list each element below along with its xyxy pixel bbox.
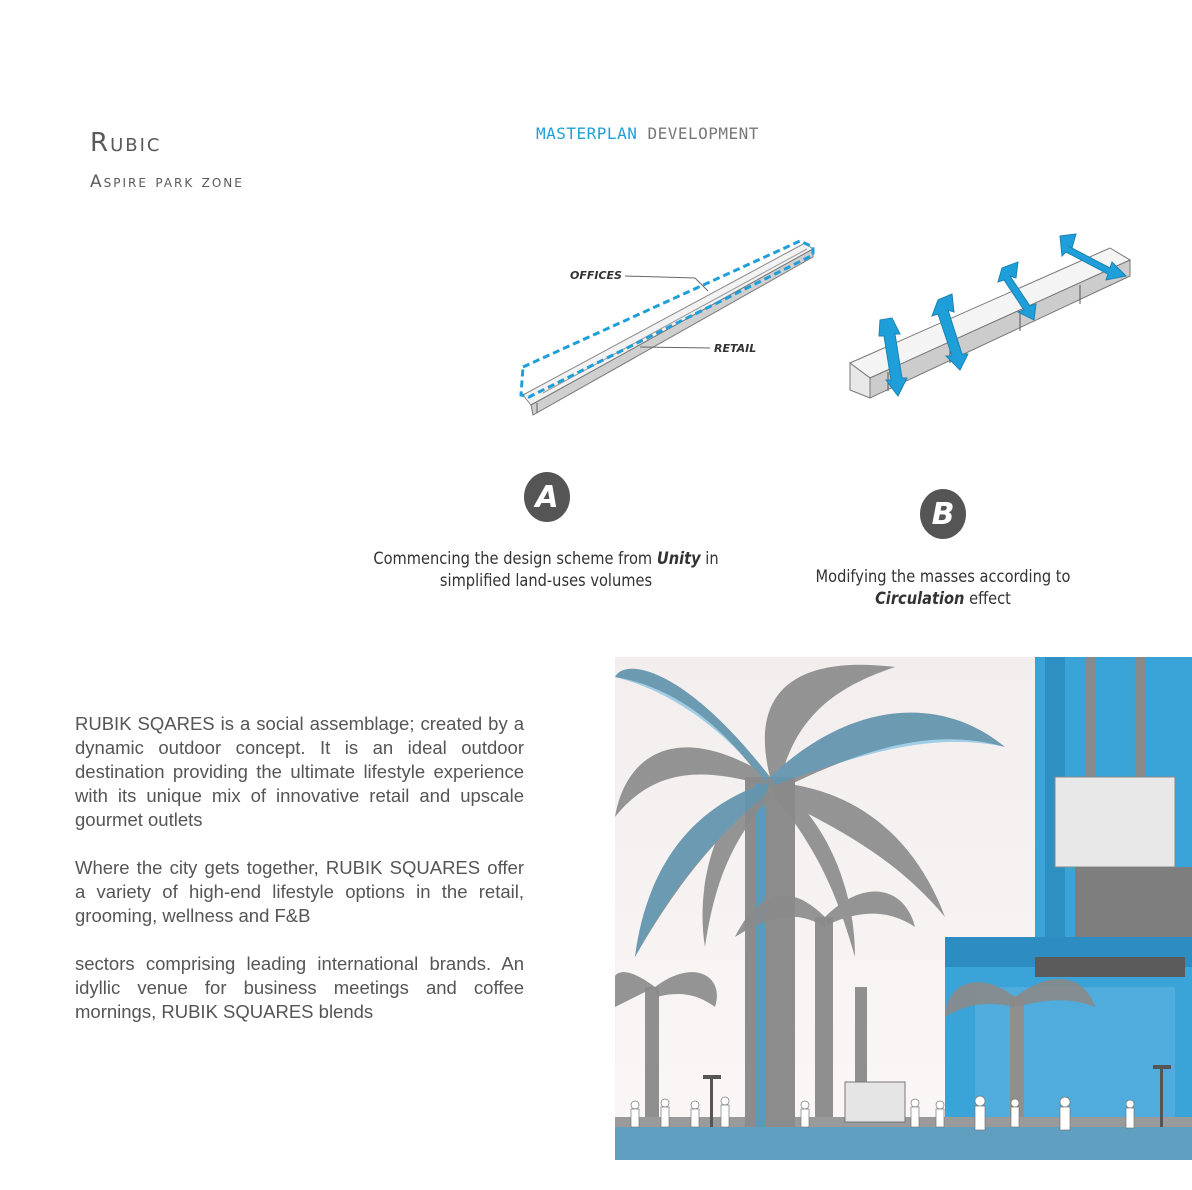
description-paragraph: Where the city gets together, RUBIK SQUARES offer a variety of high-end lifestyle options in the retail, grooming, wellness and F&B (75, 857, 524, 926)
label-offices: OFFICES (570, 269, 622, 282)
badge-a: A (524, 472, 570, 522)
label-retail: RETAIL (714, 342, 757, 355)
caption-a-post: in simplified land-uses volumes (439, 549, 719, 591)
perspective-render-image (615, 657, 1192, 1160)
description-paragraph: RUBIK SQARES is a social assemblage; created by a dynamic outdoor concept. It is an ideal outdoor destination providing the ultimate lifestyle experience with its unique mix of innovative retail and upscale gourmet outlets (75, 713, 524, 830)
caption-a (360, 548, 732, 592)
project-subtitle: Aspire park zone (90, 172, 244, 192)
section-heading-highlight: MASTERPLAN (536, 124, 638, 143)
caption-a-em: Unity (656, 549, 701, 569)
caption-b-em: Circulation (875, 589, 965, 609)
caption-b-post: effect (964, 589, 1011, 609)
diagram-a-unity-volume (515, 235, 825, 420)
description-paragraph: sectors comprising leading international brands. An idyllic venue for business meetings and coffee mornings, RUBIK SQUARES blends (75, 953, 524, 1022)
diagram-b-circulation (840, 228, 1140, 423)
caption-b-pre: Modifying the masses according to (815, 567, 1071, 587)
section-heading (536, 124, 759, 143)
caption-b (810, 566, 1077, 610)
caption-a-pre: Commencing the design scheme from (373, 549, 657, 569)
section-heading-rest: DEVELOPMENT (647, 124, 759, 143)
project-description (75, 712, 524, 1048)
badge-b: B (920, 489, 966, 539)
project-title: Rubic (90, 128, 162, 158)
